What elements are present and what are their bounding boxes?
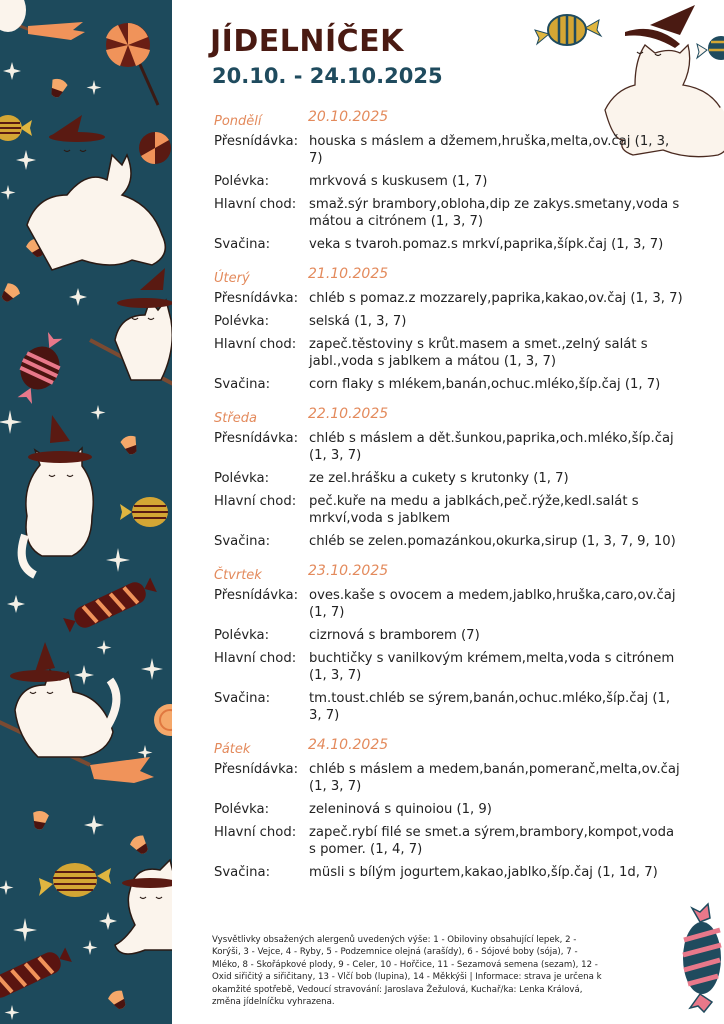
day-name: Čtvrtek <box>214 568 262 583</box>
meal-row-breakfast <box>214 290 684 307</box>
meal-label: Přesnídávka: <box>214 588 299 603</box>
meal-text: chléb s pomaz.z mozzarely,paprika,kakao,ov.čaj (1, 3, 7) <box>309 291 683 306</box>
meal-text: ze zel.hrášku a cukety s krutonky (1, 7) <box>309 471 569 486</box>
day-name: Pondělí <box>214 114 262 129</box>
meal-text: tm.toust.chléb se sýrem,banán,ochuc.mléko,šíp.čaj (1, 3, 7) <box>309 691 671 723</box>
meal-label: Polévka: <box>214 628 270 643</box>
meal-label: Přesnídávka: <box>214 762 299 777</box>
meal-row-main <box>214 336 684 370</box>
meal-text: houska s máslem a džemem,hruška,melta,ov.čaj (1, 3, 7) <box>309 134 670 166</box>
meal-label: Polévka: <box>214 314 270 329</box>
meal-label: Hlavní chod: <box>214 825 297 840</box>
meal-text: zapeč.rybí filé se smet.a sýrem,brambory,kompot,voda s pomer. (1, 4, 7) <box>309 825 675 857</box>
day-date: 22.10.2025 <box>308 406 389 422</box>
meal-label: Hlavní chod: <box>214 197 297 212</box>
meal-label: Svačina: <box>214 865 271 880</box>
meal-label: Přesnídávka: <box>214 431 299 446</box>
day-name: Úterý <box>214 271 250 286</box>
day-date: 21.10.2025 <box>308 266 389 282</box>
meal-text: zapeč.těstoviny s krůt.masem a smet.,zelný salát s jabl.,voda s jablkem a mátou (1, 3, 7) <box>309 337 648 369</box>
meal-row-snack <box>214 690 684 724</box>
meal-text: veka s tvaroh.pomaz.s mrkví,paprika,šípk.čaj (1, 3, 7) <box>309 237 664 252</box>
meal-text: chléb se zelen.pomazánkou,okurka,sirup (1, 3, 7, 9, 10) <box>309 534 676 549</box>
day-section-thursday <box>214 561 684 724</box>
day-name: Středa <box>214 411 257 426</box>
wrapped-candy-icon <box>697 36 724 60</box>
date-range: 20.10. - 24.10.2025 <box>212 64 443 88</box>
day-name: Pátek <box>214 742 251 757</box>
meal-label: Svačina: <box>214 237 271 252</box>
meal-row-snack <box>214 236 684 253</box>
meal-label: Přesnídávka: <box>214 134 299 149</box>
meal-row-breakfast <box>214 587 684 621</box>
meal-label: Přesnídávka: <box>214 291 299 306</box>
meal-row-snack <box>214 376 684 393</box>
meal-row-soup <box>214 801 684 818</box>
witch-cat-icons <box>0 115 172 954</box>
meal-text: müsli s bílým jogurtem,kakao,jablko,šíp.čaj (1, 1d, 7) <box>309 865 658 880</box>
day-section-monday <box>214 107 684 253</box>
meal-label: Polévka: <box>214 471 270 486</box>
meal-row-main <box>214 196 684 230</box>
meal-label: Polévka: <box>214 802 270 817</box>
meal-text: chléb s máslem a medem,banán,pomeranč,melta,ov.čaj (1, 3, 7) <box>309 762 680 794</box>
meal-row-snack <box>214 533 684 550</box>
meal-text: corn flaky s mlékem,banán,ochuc.mléko,šíp.čaj (1, 7) <box>309 377 661 392</box>
meal-row-soup <box>214 173 684 190</box>
day-section-wednesday <box>214 404 684 550</box>
meal-text: smaž.sýr brambory,obloha,dip ze zakys.smetany,voda s mátou a citrónem (1, 3, 7) <box>309 197 680 229</box>
meal-label: Hlavní chod: <box>214 494 297 509</box>
weekly-menu <box>214 107 684 892</box>
allergen-footnote: Vysvětlivky obsažených alergenů uvedených výše: 1 - Obiloviny obsahující lepek, 2 - Korýši, 3 - Vejce, 4 - Ryby, 5 - Podzemnice olejná (arašídy), 6 - Sójové boby (sója), 7 - Mléko, 8 - Skořápkové plody, 9 - Celer, 10 - Hořčice, 11 - Sezamová semena (sezam), 12 - Oxid siřičitý a siřičitany, 13 - Vlčí bob (lupina), 14 - Měkkýši | Informace: strava je určena k okamžité spotřebě, Vedoucí stravování: Jaroslava Žežulová, Kuchař/ka: Lenka Králová, změna jídelníčku vyhrazena. <box>212 935 602 1008</box>
meal-row-breakfast <box>214 133 684 167</box>
day-section-friday <box>214 735 684 881</box>
day-date: 24.10.2025 <box>308 737 389 753</box>
meal-text: selská (1, 3, 7) <box>309 314 407 329</box>
meal-row-main <box>214 493 684 527</box>
meal-text: peč.kuře na medu a jablkách,peč.rýže,kedl.salát s mrkví,voda s jablkem <box>309 494 639 526</box>
meal-row-soup <box>214 470 684 487</box>
meal-label: Svačina: <box>214 534 271 549</box>
meal-text: oves.kaše s ovocem a medem,jablko,hruška,caro,ov.čaj (1, 7) <box>309 588 676 620</box>
meal-text: chléb s máslem a dět.šunkou,paprika,och.mléko,šíp.čaj (1, 3, 7) <box>309 431 674 463</box>
meal-label: Polévka: <box>214 174 270 189</box>
meal-label: Hlavní chod: <box>214 337 297 352</box>
meal-text: mrkvová s kuskusem (1, 7) <box>309 174 488 189</box>
meal-row-breakfast <box>214 761 684 795</box>
lollipop-icon <box>106 23 158 105</box>
meal-text: zeleninová s quinoiou (1, 9) <box>309 802 492 817</box>
halloween-pattern-panel <box>0 0 172 1024</box>
day-date: 20.10.2025 <box>308 109 389 125</box>
meal-row-main <box>214 824 684 858</box>
meal-row-snack <box>214 864 684 881</box>
meal-text: cizrnová s bramborem (7) <box>309 628 480 643</box>
bottom-right-candy-icon <box>680 900 724 1024</box>
meal-label: Svačina: <box>214 377 271 392</box>
meal-label: Hlavní chod: <box>214 651 297 666</box>
pattern-illustration <box>0 0 172 1024</box>
menu-title: JÍDELNÍČEK <box>210 24 404 59</box>
meal-text: buchtičky s vanilkovým krémem,melta,voda s citrónem (1, 3, 7) <box>309 651 675 683</box>
meal-row-breakfast <box>214 430 684 464</box>
day-date: 23.10.2025 <box>308 563 389 579</box>
meal-row-soup <box>214 313 684 330</box>
wrapped-candy-icon <box>535 15 601 45</box>
meal-row-soup <box>214 627 684 644</box>
day-section-tuesday <box>214 264 684 393</box>
meal-label: Svačina: <box>214 691 271 706</box>
meal-row-main <box>214 650 684 684</box>
